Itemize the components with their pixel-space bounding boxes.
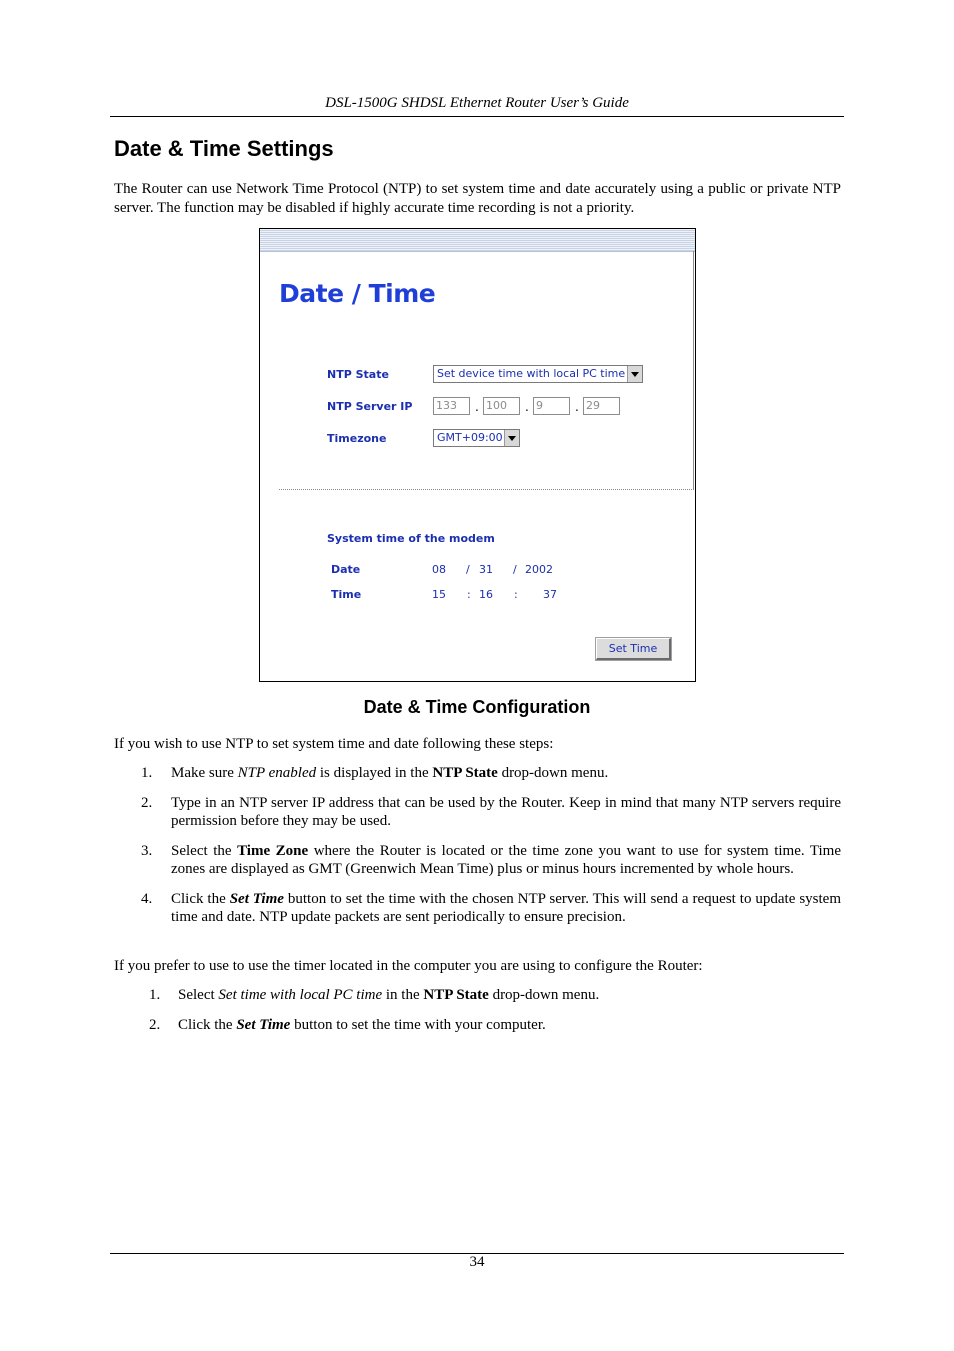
figure-caption: Date & Time Configuration [363,697,591,717]
system-time-label: System time of the modem [327,532,495,545]
step-strong: Set Time [236,1016,291,1033]
timezone-label: Timezone [327,432,387,445]
list-number: 4. [141,890,153,907]
set-time-button[interactable]: Set Time [596,638,671,660]
step-text: Click the [171,890,230,907]
date-year: 2002 [525,563,553,576]
pc-steps-list [149,986,841,1045]
list-number: 2. [141,794,153,811]
step-text: is displayed in the [316,765,433,781]
step-emphasis: NTP enabled [237,765,317,781]
step-text: Make sure [171,765,238,781]
list-item [141,890,841,927]
ntp-state-select[interactable] [433,365,643,383]
list-item [141,842,841,879]
date-label: Date [331,563,361,576]
step-strong: NTP State [432,765,498,781]
ip-octet-2-input[interactable]: 100 [483,397,520,415]
ntp-steps-list [141,764,841,938]
screen-title: Date / Time [279,279,436,308]
step-text: Select the [171,842,238,859]
time-hour: 15 [432,588,446,601]
step-emphasis: Set time with local PC time [218,987,383,1003]
time-separator: : [467,588,471,601]
header-rule [110,116,844,117]
ntp-intro-paragraph: If you wish to use NTP to set system time and date following these steps: [114,736,554,752]
time-minute: 16 [479,588,493,601]
list-item [141,794,841,831]
divider [279,489,694,490]
ip-octet-1-input[interactable]: 133 [433,397,470,415]
document-header-title: DSL-1500G SHDSL Ethernet Router User’s Guide [325,95,629,111]
page-number: 34 [469,1254,485,1270]
ip-octet-3-input[interactable]: 9 [533,397,570,415]
intro-paragraph: The Router can use Network Time Protocol (NTP) to set system time and date accurately using a public or private NTP server. The function may be disabled if highly accurate time recording is not a priority. [114,181,841,216]
step-text: drop-down menu. [488,987,600,1003]
list-number: 1. [141,765,153,781]
timezone-value: GMT+09:00 [437,431,503,444]
step-text: Select [178,987,219,1003]
step-strong: NTP State [423,987,489,1003]
list-number: 2. [149,1016,161,1033]
date-separator: / [513,563,517,576]
step-text: button to set the time with the chosen NTP server. This will send a request to update system time and date. NTP update packets are sent periodically to ensure precision. [171,890,841,925]
ntp-state-label: NTP State [327,368,389,381]
step-strong: Time Zone [237,842,309,859]
chevron-down-icon[interactable] [627,366,642,382]
ip-octet-4-input[interactable]: 29 [583,397,620,415]
ntp-server-ip-label: NTP Server IP [327,400,413,413]
step-text: in the [382,987,424,1003]
ip-separator: . [475,400,479,414]
list-number: 3. [141,842,153,859]
section-heading: Date & Time Settings [114,136,334,161]
list-number: 1. [149,987,161,1003]
step-text: drop-down menu. [497,765,609,781]
step-text: where the Router is located or the time zone you want to use for system time. Time zones are displayed as GMT (Greenwich Mean Time) plus or minus hours incremented by whole hours. [171,842,841,877]
step-text: Click the [178,1016,237,1033]
list-item [149,1016,841,1035]
list-item [149,986,841,1005]
ntp-state-value: Set device time with local PC time [437,367,626,380]
chevron-down-icon[interactable] [504,430,519,446]
frame-divider [693,251,694,489]
ip-separator: . [525,400,529,414]
date-time-screenshot [259,228,696,682]
step-text: Type in an NTP server IP address that can be used by the Router. Keep in mind that many NTP servers require permission before they may be used. [171,794,841,829]
step-text: button to set the time with your computer. [290,1016,546,1033]
date-separator: / [466,563,470,576]
time-label: Time [331,588,362,601]
header-stripe [260,229,695,252]
date-month: 08 [432,563,446,576]
step-strong: Set Time [229,890,284,907]
list-item [141,764,841,783]
date-day: 31 [479,563,493,576]
time-separator: : [514,588,518,601]
pc-intro-paragraph: If you prefer to use to use the timer located in the computer you are using to configure the Router: [114,958,703,974]
ip-separator: . [575,400,579,414]
timezone-select[interactable] [433,429,520,447]
time-second: 37 [543,588,557,601]
